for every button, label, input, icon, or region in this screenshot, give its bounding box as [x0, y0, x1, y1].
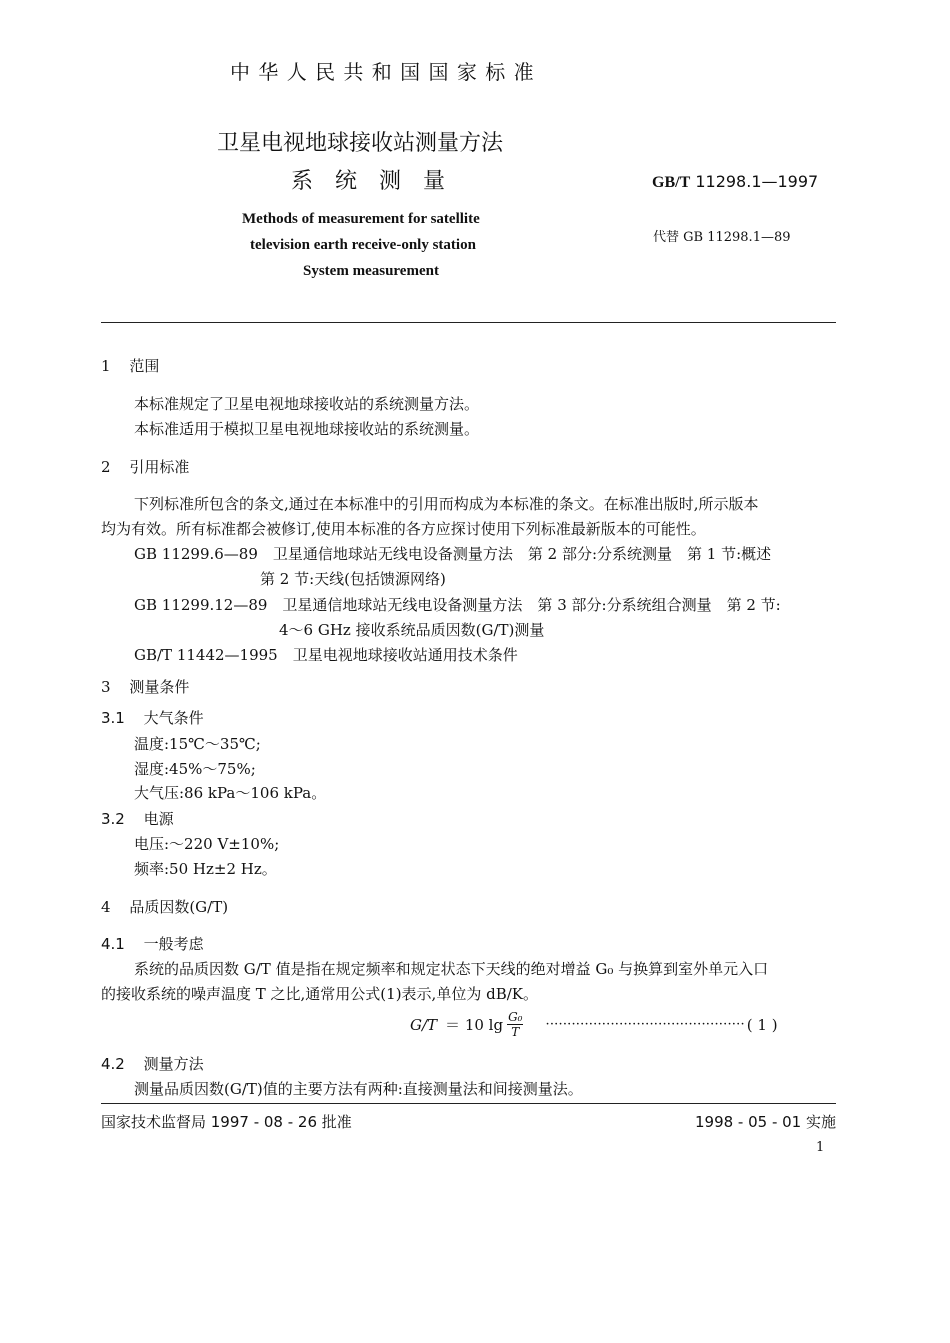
gt-definition-line-2: 的接收系统的噪声温度 T 之比,通常用公式(1)表示,单位为 dB/K。 [101, 985, 538, 1003]
section-number: 4 [101, 898, 111, 916]
voltage-condition: 电压:～220 V±10%; [134, 835, 280, 853]
approval-date: 国家技术监督局 1997 - 08 - 26 批准 [101, 1113, 352, 1131]
header-divider [101, 322, 836, 323]
section-1-heading [101, 355, 159, 376]
subsection-title: 一般考虑 [143, 935, 204, 953]
gt-formula [410, 1010, 778, 1039]
english-title-line-1: Methods of measurement for satellite [242, 211, 480, 227]
subsection-3-1-heading [101, 707, 204, 728]
reference-3: GB/T 11442—1995 卫星电视地球接收站通用技术条件 [134, 646, 518, 664]
references-intro-2: 均为有效。所有标准都会被修订,使用本标准的各方应探讨使用下列标准最新版本的可能性。 [101, 520, 706, 538]
replaces-note: 代替 GB 11298.1—89 [653, 230, 791, 245]
section-title: 测量条件 [129, 678, 190, 696]
section-number: 1 [101, 357, 111, 375]
frequency-condition: 频率:50 Hz±2 Hz。 [134, 860, 277, 878]
footer-divider [101, 1103, 836, 1104]
subsection-4-1-heading [101, 933, 204, 954]
measurement-methods-para: 测量品质因数(G/T)值的主要方法有两种:直接测量法和间接测量法。 [134, 1080, 583, 1098]
formula-numerator: G₀ [508, 1010, 523, 1024]
section-number: 3 [101, 678, 111, 696]
formula-label: ( 1 ) [746, 1015, 778, 1034]
section-number: 2 [101, 458, 111, 476]
formula-lhs: G/T [410, 1015, 438, 1034]
reference-1-line-2: 第 2 节:天线(包括馈源网络) [260, 570, 446, 588]
english-title-line-2: television earth receive-only station [250, 237, 476, 253]
references-intro-1: 下列标准所包含的条文,通过在本标准中的引用而构成为本标准的条文。在标准出版时,所示版本 [134, 495, 759, 513]
section-title: 品质因数(G/T) [129, 898, 229, 916]
page-number: 1 [816, 1140, 825, 1155]
subsection-number: 3.1 [101, 709, 125, 727]
standard-code [652, 172, 818, 192]
gt-definition-line-1: 系统的品质因数 G/T 值是指在规定频率和规定状态下天线的绝对增益 G₀ 与换算到室外单元入口 [134, 960, 769, 978]
standard-number: 11298.1—1997 [695, 172, 819, 191]
subsection-title: 测量方法 [143, 1055, 204, 1073]
formula-fraction [507, 1010, 523, 1039]
section-title: 引用标准 [129, 458, 190, 476]
section-4-heading [101, 896, 228, 917]
scope-para-1: 本标准规定了卫星电视地球接收站的系统测量方法。 [134, 395, 480, 413]
subsection-3-2-heading [101, 808, 174, 829]
pressure-condition: 大气压:86 kPa～106 kPa。 [134, 784, 327, 802]
section-3-heading [101, 676, 189, 697]
subsection-number: 4.2 [101, 1055, 125, 1073]
formula-denominator: T [511, 1025, 520, 1039]
subsection-title: 电源 [143, 810, 174, 828]
subsection-title: 大气条件 [143, 709, 204, 727]
scope-para-2: 本标准适用于模拟卫星电视地球接收站的系统测量。 [134, 420, 480, 438]
formula-operator: ＝ 10 lg [445, 1016, 504, 1034]
subsection-number: 3.2 [101, 810, 125, 828]
reference-1-line-1: GB 11299.6—89 卫星通信地球站无线电设备测量方法 第 2 部分:分系统测量 第 1 节:概述 [134, 545, 772, 563]
reference-2-line-2: 4～6 GHz 接收系统品质因数(G/T)测量 [279, 621, 545, 639]
section-title: 范围 [129, 357, 160, 375]
section-2-heading [101, 456, 189, 477]
title-line-1: 卫星电视地球接收站测量方法 [217, 131, 504, 156]
subsection-4-2-heading [101, 1053, 204, 1074]
humidity-condition: 湿度:45%～75%; [134, 760, 256, 778]
formula-leader-dots: ·············································· [545, 1017, 745, 1032]
implementation-date: 1998 - 05 - 01 实施 [694, 1113, 836, 1131]
standard-prefix: GB/T [652, 174, 691, 191]
national-standard-heading: 中 华 人 民 共 和 国 国 家 标 准 [230, 60, 535, 84]
temperature-condition: 温度:15℃～35℃; [134, 735, 261, 753]
title-line-2: 系 统 测 量 [291, 169, 446, 194]
reference-2-line-1: GB 11299.12—89 卫星通信地球站无线电设备测量方法 第 3 部分:分系统组合测量 第 2 节: [134, 596, 781, 614]
english-title-line-3: System measurement [303, 263, 439, 279]
subsection-number: 4.1 [101, 935, 125, 953]
